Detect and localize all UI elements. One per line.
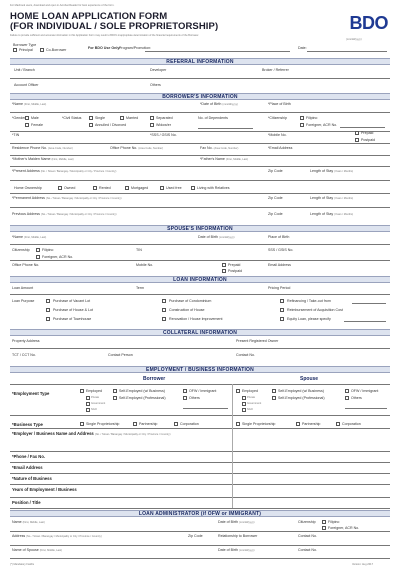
borrower-dob-hint: (mm/dd/yyyy)	[222, 103, 238, 106]
present-address-text: *Present Address	[12, 169, 40, 173]
owned-label: Owned	[64, 186, 76, 190]
spouse-name-label	[12, 235, 46, 239]
borrower-corporation-checkbox[interactable]	[174, 422, 178, 426]
bdo-logo	[350, 13, 389, 34]
present-length-hint: (Years / Months)	[334, 170, 354, 173]
previous-address-label	[12, 212, 117, 216]
widowed-label: Widow/er	[156, 123, 171, 127]
spouse-mobile-label: Mobile No.	[136, 263, 154, 267]
purpose-renovation-checkbox[interactable]	[162, 317, 166, 321]
spouse-others-checkbox[interactable]	[345, 396, 349, 400]
borrower-name-text: *Name	[12, 102, 23, 106]
spouse-tin-label: TIN	[136, 248, 142, 252]
present-length-text: Length of Stay	[310, 169, 334, 173]
employment-email-label: *Email Address	[12, 465, 43, 470]
borrower-ofw-checkbox[interactable]	[183, 389, 187, 393]
borrower-self-professional-label: Self-Employed (Professional)	[119, 396, 166, 400]
spouse-ofw-label: OFW / Immigrant	[351, 389, 379, 393]
rented-label: Rented	[99, 186, 111, 190]
spouse-prepaid-label: Prepaid	[228, 263, 241, 267]
civil-status-label: *Civil Status	[62, 116, 82, 120]
single-checkbox[interactable]	[89, 116, 93, 120]
spouse-sss-label: SSS / GSIS No.	[268, 248, 294, 252]
admin-address-text: Address	[12, 534, 26, 538]
spouse-single-prop-checkbox[interactable]	[236, 422, 240, 426]
borrower-single-prop-checkbox[interactable]	[80, 422, 84, 426]
co-borrower-label: Co-Borrower	[46, 48, 67, 52]
present-zip-label: Zip Code	[268, 169, 283, 173]
postpaid-checkbox[interactable]	[355, 138, 359, 142]
permanent-zip-label: Zip Code	[268, 196, 283, 200]
borrower-corporation-label: Corporation	[180, 422, 199, 426]
borrower-dob-label	[200, 102, 238, 106]
spouse-name-hint: (First, Middle, Last)	[24, 236, 47, 239]
employer-label	[12, 431, 170, 436]
separated-label: Separated	[156, 116, 173, 120]
borrower-dob-text: *Date of Birth	[200, 102, 222, 106]
spouse-employed-checkbox[interactable]	[236, 389, 240, 393]
spouse-self-business-label: Self-Employed (w/ Business)	[278, 389, 324, 393]
spouse-section-header: SPOUSE'S INFORMATION	[10, 225, 390, 232]
permanent-length-label	[310, 196, 353, 200]
purpose-equity-label: Equity Loan, please specify	[287, 317, 331, 321]
fax-hint: (Area Code, Number)	[213, 147, 239, 150]
admin-relationship-label: Relationship to Borrower	[218, 534, 258, 538]
form-title	[10, 12, 218, 32]
admin-foreigner-label: Foreigner, ACR No.	[328, 526, 360, 530]
borrower-partnership-label: Partnership	[139, 422, 158, 426]
borrower-column-header: Borrower	[143, 376, 166, 382]
spouse-corporation-label: Corporation	[342, 422, 361, 426]
fax-label	[200, 146, 238, 150]
purpose-refinancing-label: Refinancing / Take-out from	[287, 299, 331, 303]
female-label: Female	[31, 123, 43, 127]
contact-no-label: Contact No.	[236, 353, 255, 357]
employer-hint: (No. / Street / Barangay / Municipality or City / Province / Country)	[94, 433, 171, 436]
postpaid-label: Postpaid	[361, 138, 375, 142]
admin-dob-text: Date of Birth	[218, 520, 238, 524]
spouse-self-business-checkbox[interactable]	[272, 389, 276, 393]
living-relatives-checkbox[interactable]	[191, 186, 195, 190]
spouse-name-text: *Name	[12, 235, 23, 239]
previous-zip-label: Zip Code	[268, 212, 283, 216]
date-label: Date:	[298, 46, 307, 50]
admin-dob-label	[218, 520, 255, 524]
bdo-use-only: For BDO Use Only:	[88, 46, 121, 50]
foreigner-checkbox[interactable]	[300, 123, 304, 127]
borrower-self-business-checkbox[interactable]	[113, 389, 117, 393]
borrower-self-professional-checkbox[interactable]	[113, 396, 117, 400]
used-free-checkbox[interactable]	[160, 186, 164, 190]
previous-length-hint: (Years / Months)	[334, 213, 354, 216]
years-employment-label: Years of Employment / Business	[12, 487, 77, 492]
mortgaged-label: Mortgaged	[131, 186, 149, 190]
admin-spouse-dob-text: Date of Birth	[218, 548, 238, 552]
principal-checkbox[interactable]	[13, 48, 17, 52]
spouse-employed-label: Employed	[242, 389, 258, 393]
principal-label: Principal	[19, 48, 33, 52]
rented-checkbox[interactable]	[93, 186, 97, 190]
spouse-dob-text: Date of Birth	[198, 235, 218, 239]
spouse-foreigner-checkbox[interactable]	[36, 255, 40, 259]
form-subtitle: Failure to provide sufficient and accurate information in this Application Form may result to BDO's inappropriate determination of the financial requirements of the Borrower.	[10, 34, 199, 37]
purpose-construction-checkbox[interactable]	[162, 308, 166, 312]
spouse-column-header: Spouse	[300, 376, 319, 382]
spouse-filipino-checkbox[interactable]	[36, 248, 40, 252]
previous-length-label	[310, 212, 353, 216]
office-phone-text: Office Phone No.	[110, 146, 138, 150]
position-title-label: Position / Title	[12, 500, 41, 505]
female-checkbox[interactable]	[25, 123, 29, 127]
contact-person-label: Contact Person	[108, 353, 133, 357]
office-phone-label	[110, 146, 163, 150]
foreigner-label: Foreigner, ACR No.	[306, 123, 338, 127]
spouse-private-checkbox[interactable]	[242, 396, 246, 400]
office-phone-hint: (Area Code, Number)	[138, 147, 164, 150]
title-line-2: (FOR INDIVIDUAL / SOLE PROPRIETORSHIP)	[10, 21, 219, 32]
purpose-construction-label: Construction of House	[169, 308, 205, 312]
prepaid-checkbox[interactable]	[355, 131, 359, 135]
admin-name-label	[12, 520, 45, 524]
employment-section-header: EMPLOYMENT / BUSINESS INFORMATION	[10, 366, 390, 373]
married-checkbox[interactable]	[120, 116, 124, 120]
spouse-pob-label: Place of Birth	[268, 235, 290, 239]
borrower-private-label: Private	[91, 396, 100, 399]
spouse-postpaid-checkbox[interactable]	[222, 269, 226, 273]
borrower-ofw-label: OFW / Immigrant	[189, 389, 217, 393]
employer-text: *Employer / Business Name and Address	[12, 431, 94, 436]
purpose-townhouse-checkbox[interactable]	[46, 317, 50, 321]
business-type-label: *Business Type	[12, 422, 43, 427]
logo-text: BDO	[349, 13, 388, 33]
borrower-government-checkbox[interactable]	[86, 402, 90, 406]
spouse-government-label: Government	[247, 402, 262, 405]
permanent-length-text: Length of Stay	[310, 196, 334, 200]
borrower-pob-label: *Place of Birth	[268, 102, 291, 106]
borrower-ngo-checkbox[interactable]	[86, 408, 90, 412]
previous-length-text: Length of Stay	[310, 212, 334, 216]
developer-label: Developer	[150, 68, 167, 72]
spouse-private-label: Private	[247, 396, 256, 399]
admin-name-text: Name	[12, 520, 22, 524]
citizenship-label: *Citizenship	[268, 116, 287, 120]
borrower-others-label: Others	[189, 396, 200, 400]
admin-spouse-dob-label	[218, 548, 255, 552]
admin-spouse-name-label	[12, 548, 62, 552]
father-label	[200, 157, 248, 161]
borrower-partnership-checkbox[interactable]	[133, 422, 137, 426]
mortgaged-checkbox[interactable]	[125, 186, 129, 190]
gender-label: *Gender	[12, 116, 26, 120]
mother-hint: (First, Middle, Last)	[51, 158, 74, 161]
others-label: Others	[150, 83, 161, 87]
borrower-section-header: BORROWER'S INFORMATION	[10, 93, 390, 100]
borrower-employed-label: Employed	[86, 389, 102, 393]
permanent-address-hint: (No. / Street / Barangay / Municipality or City / Province / Country)	[45, 197, 122, 200]
annulled-checkbox[interactable]	[89, 123, 93, 127]
residence-phone-text: Residence Phone No.	[12, 146, 47, 150]
borrower-others-checkbox[interactable]	[183, 396, 187, 400]
account-officer-label: Account Officer	[14, 83, 39, 87]
purpose-condominium-checkbox[interactable]	[162, 299, 166, 303]
single-label: Single	[95, 116, 105, 120]
annulled-label: Annulled / Divorced	[95, 123, 127, 127]
employment-type-label: *Employment Type	[12, 391, 50, 396]
admin-zip-label: Zip Code	[188, 534, 203, 538]
spouse-email-label: Email Address	[268, 263, 291, 267]
borrower-name-hint: (First, Middle, Last)	[24, 103, 47, 106]
spouse-self-professional-checkbox[interactable]	[272, 396, 276, 400]
admin-address-hint: (No. / Street / Barangay / Municipality or City / Province / Country)	[26, 535, 102, 538]
residence-phone-hint: (Area Code, Number)	[47, 147, 73, 150]
spouse-ofw-checkbox[interactable]	[345, 389, 349, 393]
residence-phone-label	[12, 146, 73, 150]
borrower-employed-checkbox[interactable]	[80, 389, 84, 393]
previous-address-text: Previous Address	[12, 212, 40, 216]
borrower-private-checkbox[interactable]	[86, 396, 90, 400]
admin-address-label	[12, 534, 102, 538]
borrower-type-label: Borrower Type	[13, 43, 37, 47]
spouse-citizenship-label: Citizenship	[12, 248, 30, 252]
present-length-label	[310, 169, 353, 173]
admin-dob-hint: (mm/dd/yyyy)	[238, 521, 255, 524]
purpose-equity-checkbox[interactable]	[280, 317, 284, 321]
dependents-label: No. of Dependents	[198, 116, 228, 120]
father-hint: (First, Middle, Last)	[225, 158, 249, 161]
spouse-filipino-label: Filipino	[42, 248, 54, 252]
purpose-reimbursement-checkbox[interactable]	[280, 308, 284, 312]
borrower-single-prop-label: Single Proprietorship	[86, 422, 120, 426]
spouse-postpaid-label: Postpaid	[228, 269, 242, 273]
admin-spouse-contact-label: Contact No.	[298, 548, 317, 552]
purpose-house-lot-checkbox[interactable]	[46, 308, 50, 312]
filipino-label: Filipino	[306, 116, 318, 120]
purpose-vacant-lot-checkbox[interactable]	[46, 299, 50, 303]
previous-address-hint: (No. / Street / Barangay / Municipality or City / Province / Country)	[40, 213, 117, 216]
tin-label: *TIN	[12, 133, 20, 137]
loan-purpose-label: Loan Purpose	[12, 299, 35, 303]
father-text: *Father's Name	[200, 157, 225, 161]
mobile-label: *Mobile No.	[268, 133, 287, 137]
male-checkbox[interactable]	[25, 116, 29, 120]
spouse-government-checkbox[interactable]	[242, 402, 246, 406]
administrator-section-header: LOAN ADMINISTRATOR (if OFW or IMMIGRANT)	[10, 510, 390, 517]
property-address-label: Property Address	[12, 339, 40, 343]
nature-business-label: *Nature of Business	[12, 476, 52, 481]
admin-foreigner-checkbox[interactable]	[322, 526, 326, 530]
purpose-refinancing-checkbox[interactable]	[280, 299, 284, 303]
admin-spouse-name-hint: (First, Middle, Last)	[39, 549, 62, 552]
spouse-foreigner-label: Foreigner, ACR No.	[42, 255, 74, 259]
mother-text: *Mother's Maiden Name	[12, 157, 51, 161]
spouse-partnership-label: Partnership	[302, 422, 321, 426]
date-format-hint: (mm/dd/yyyy)	[346, 38, 362, 41]
admin-filipino-checkbox[interactable]	[322, 520, 326, 524]
top-note: For Macbook users, download and open in Acrobat Reader for best experience of the form.	[10, 4, 115, 7]
present-address-label	[12, 169, 116, 173]
pricing-period-label: Pricing Period	[268, 286, 291, 290]
admin-filipino-label: Filipino	[328, 520, 340, 524]
spouse-corporation-checkbox[interactable]	[336, 422, 340, 426]
purpose-house-lot-label: Purchase of House & Lot	[53, 308, 93, 312]
tct-label: TCT / CCT No.	[12, 353, 36, 357]
co-borrower-checkbox[interactable]	[40, 48, 44, 52]
spouse-prepaid-checkbox[interactable]	[222, 263, 226, 267]
admin-spouse-name-text: Name of Spouse	[12, 548, 39, 552]
borrower-government-label: Government	[91, 402, 106, 405]
spouse-ngo-checkbox[interactable]	[242, 408, 246, 412]
home-ownership-label: Home Ownership	[14, 186, 42, 190]
owned-checkbox[interactable]	[58, 186, 62, 190]
separated-checkbox[interactable]	[150, 116, 154, 120]
admin-name-hint: (First, Middle, Last)	[22, 521, 45, 524]
permanent-address-label	[12, 196, 122, 200]
purpose-townhouse-label: Purchase of Townhouse	[53, 317, 92, 321]
phone-fax-label: *Phone / Fax No.	[12, 454, 46, 459]
spouse-dob-hint: (mm/dd/yyyy)	[218, 236, 235, 239]
permanent-address-text: *Permanent Address	[12, 196, 45, 200]
borrower-self-business-label: Self-Employed (w/ Business)	[119, 389, 165, 393]
collateral-section-header: COLLATERAL INFORMATION	[10, 329, 390, 336]
purpose-vacant-lot-label: Purchase of Vacant Lot	[53, 299, 91, 303]
admin-contact-label: Contact No.	[298, 534, 317, 538]
spouse-single-prop-label: Single Proprietorship	[242, 422, 276, 426]
admin-spouse-dob-hint: (mm/dd/yyyy)	[238, 549, 255, 552]
purpose-condominium-label: Purchase of Condominium	[169, 299, 212, 303]
spouse-ngo-label: NGO	[247, 408, 253, 411]
present-address-hint: (No. / Street / Barangay / Municipality or City / Province / Country)	[40, 170, 117, 173]
broker-label: Broker / Referrer	[262, 68, 289, 72]
admin-citizenship-label: Citizenship	[298, 520, 316, 524]
present-owner-label: Present Registered Owner	[236, 339, 279, 343]
sss-label: *SSS / GSIS No.	[150, 133, 177, 137]
permanent-length-hint: (Years / Months)	[334, 197, 354, 200]
spouse-office-phone-label: Office Phone No.	[12, 263, 40, 267]
loan-section-header: LOAN INFORMATION	[10, 276, 390, 283]
program-promotion-label: Program/Promotion:	[119, 46, 152, 50]
title-line-1: HOME LOAN APPLICATION FORM	[10, 11, 168, 22]
mandatory-note: (*) Mandatory Field/s	[10, 563, 35, 566]
mother-label	[12, 157, 74, 161]
referral-section-header: REFERRAL INFORMATION	[10, 58, 390, 65]
spouse-partnership-checkbox[interactable]	[296, 422, 300, 426]
borrower-ngo-label: NGO	[91, 408, 97, 411]
version-note: Version: Aug 2017	[352, 563, 374, 566]
fax-text: Fax No.	[200, 146, 213, 150]
email-label: *Email Address	[268, 146, 293, 150]
male-label: Male	[31, 116, 39, 120]
purpose-renovation-label: Renovation / House Improvement	[169, 317, 223, 321]
borrower-name-label	[12, 102, 46, 106]
filipino-checkbox[interactable]	[300, 116, 304, 120]
loan-amount-label: Loan Amount	[12, 286, 34, 290]
prepaid-label: Prepaid	[361, 131, 374, 135]
loan-term-label: Term	[136, 286, 144, 290]
employment-column-divider	[232, 384, 233, 508]
spouse-dob-label	[198, 235, 235, 239]
married-label: Married	[126, 116, 139, 120]
spouse-others-label: Others	[351, 396, 362, 400]
living-relatives-label: Living with Relatives	[197, 186, 230, 190]
spouse-self-professional-label: Self-Employed (Professional)	[278, 396, 325, 400]
widowed-checkbox[interactable]	[150, 123, 154, 127]
used-free-label: Used free	[166, 186, 182, 190]
purpose-reimbursement-label: Reimbursement of Acquisition Cost	[287, 308, 343, 312]
unit-branch-label: Unit / Branch	[14, 68, 35, 72]
